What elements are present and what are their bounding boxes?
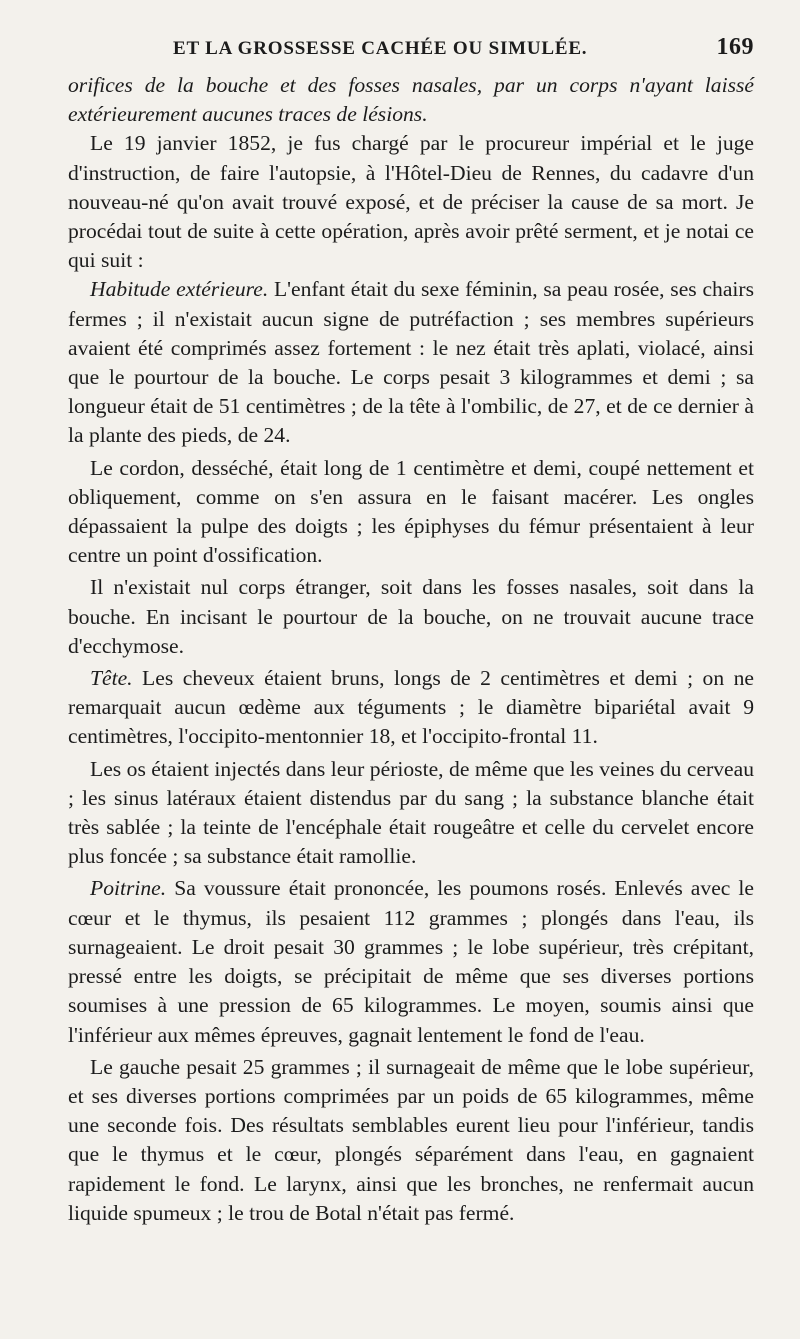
paragraph-text: L'enfant était du sexe féminin, sa peau rosée, ses chairs fermes ; il n'existait aucun signe de putréfaction ; ses membres supérieurs avaient été comprimés assez fortement : le nez était très aplati, violacé, ainsi que le pourtour de la bouche. Le corps pesait 3 kilogrammes et demi ; sa longueur était de 51 centimètres ; de la tête à l'ombilic, de 27, et de ce dernier à la plante des pieds, de 24.	[68, 277, 754, 448]
paragraph: Le cordon, desséché, était long de 1 centimètre et demi, coupé nettement et obliquement, comme on s'en assura en le faisant macérer. Les ongles dépassaient la pulpe des doigts ; les épiphyses du fémur présentaient à leur centre un point d'ossification.	[68, 455, 754, 568]
section-lead: Poitrine.	[90, 876, 167, 901]
paragraph	[68, 275, 754, 450]
paragraph: Le gauche pesait 25 grammes ; il surnageait de même que le lobe supérieur, et ses diverses portions comprimées par un poids de 65 kilogrammes, même une seconde fois. Des résultats semblables eurent lieu pour l'inférieur, tandis que le thymus et le cœur, plongés séparément dans l'eau, en gagnaient rapidement le fond. Le larynx, ainsi que les bronches, ne renfermait aucun liquide spumeux ; le trou de Botal n'était pas fermé.	[68, 1054, 754, 1225]
paragraph-continuation: orifices de la bouche et des fosses nasales, par un corps n'ayant laissé extérieurement aucunes traces de lésions.	[68, 73, 754, 127]
section-lead: Tête.	[90, 666, 133, 691]
running-title: ET LA GROSSESSE CACHÉE OU SIMULÉE.	[173, 38, 588, 59]
paragraph	[68, 664, 754, 752]
paragraph	[68, 874, 754, 1049]
body-text	[68, 71, 754, 1228]
section-lead: Habitude extérieure.	[90, 277, 269, 302]
running-head	[68, 34, 754, 61]
page-number: 169	[716, 34, 754, 60]
paragraph-text: Les cheveux étaient bruns, longs de 2 centimètres et demi ; on ne remarquait aucun œdème aux téguments ; le diamètre bipariétal avait 9 centimètres, l'occipito-mentonnier 18, et l'occipito-frontal 11.	[68, 666, 754, 749]
paragraph-text: Sa voussure était prononcée, les poumons rosés. Enlevés avec le cœur et le thymus, ils pesaient 112 grammes ; plongés dans l'eau, ils surnageaient. Le droit pesait 30 grammes ; le lobe supérieur, très crépitant, pressé entre les doigts, se précipitait de même que ses diverses portions soumises à une pression de 65 kilogrammes. Le moyen, soumis ainsi que l'inférieur aux mêmes épreuves, gagnait lentement le fond de l'eau.	[68, 876, 754, 1047]
paragraph: Le 19 janvier 1852, je fus chargé par le procureur impérial et le juge d'instruction, de faire l'autopsie, à l'Hôtel-Dieu de Rennes, du cadavre d'un nouveau-né qu'on avait trouvé exposé, et de préciser la cause de sa mort. Je procédai tout de suite à cette opération, après avoir prêté serment, et je notai ce qui suit :	[68, 131, 754, 273]
paragraph: Les os étaient injectés dans leur périoste, de même que les veines du cerveau ; les sinus latéraux étaient distendus par du sang ; la substance blanche était très sablée ; la teinte de l'encéphale était rougeâtre et celle du cervelet encore plus foncée ; sa substance était ramollie.	[68, 756, 754, 869]
paragraph: Il n'existait nul corps étranger, soit dans les fosses nasales, soit dans la bouche. En incisant le pourtour de la bouche, on ne trouvait aucune trace d'ecchymose.	[68, 575, 754, 658]
